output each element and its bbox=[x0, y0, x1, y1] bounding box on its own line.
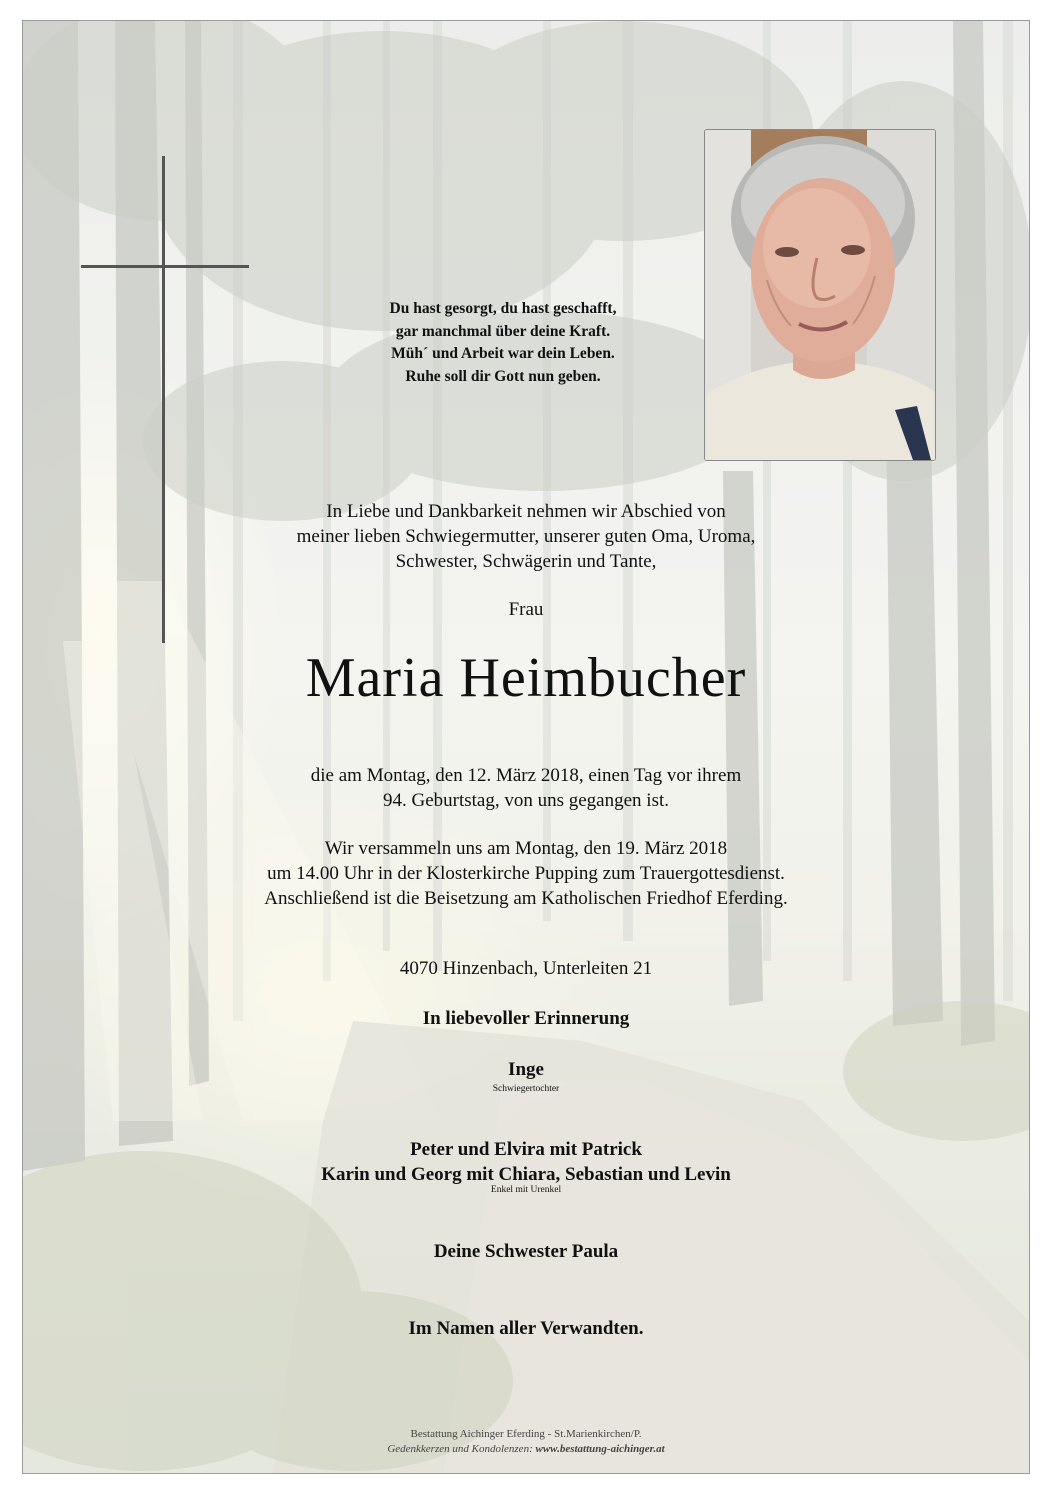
grandchildren-line: Karin und Georg mit Chiara, Sebastian und Levin bbox=[321, 1164, 731, 1185]
grandchildren bbox=[23, 1137, 1029, 1187]
salutation: Frau bbox=[508, 599, 544, 620]
footer-website-link[interactable]: www.bestattung-aichinger.at bbox=[535, 1443, 665, 1455]
funeral-notice-line: um 14.00 Uhr in der Klosterkirche Pupping zum Trauergottesdienst. bbox=[267, 863, 785, 884]
portrait-image bbox=[705, 130, 935, 460]
poem-line: Du hast gesorgt, du hast geschafft, bbox=[389, 300, 617, 317]
sister-line: Deine Schwester Paula bbox=[433, 1241, 619, 1262]
mourner-role: Schwiegertochter bbox=[492, 1084, 560, 1094]
grandchildren-line: Peter und Elvira mit Patrick bbox=[410, 1139, 642, 1160]
deceased-name: Maria Heimbucher bbox=[305, 647, 747, 709]
relatives-line: Im Namen aller Verwandten. bbox=[408, 1318, 644, 1339]
death-notice bbox=[23, 763, 1029, 813]
cross-icon-bar bbox=[81, 265, 249, 268]
intro-text bbox=[23, 499, 1029, 574]
poem-line: Ruhe soll dir Gott nun geben. bbox=[405, 367, 601, 385]
footer-company: Bestattung Aichinger Eferding - St.Marienkirchen/P. bbox=[410, 1428, 642, 1440]
intro-line: meiner lieben Schwiegermutter, unserer guten Oma, Uroma, bbox=[296, 526, 756, 547]
portrait-photo bbox=[704, 129, 936, 461]
death-notice-line: 94. Geburtstag, von uns gegangen ist. bbox=[382, 790, 669, 811]
footer-condolences-label: Gedenkkerzen und Kondolenzen: bbox=[387, 1443, 533, 1455]
intro-line: Schwester, Schwägerin und Tante, bbox=[395, 551, 657, 572]
funeral-notice-line: Wir versammeln uns am Montag, den 19. März 2018 bbox=[324, 838, 728, 859]
mourner-name: Inge bbox=[508, 1059, 544, 1080]
memory-line: In liebevoller Erinnerung bbox=[422, 1008, 630, 1029]
poem-line: Müh´ und Arbeit war dein Leben. bbox=[391, 345, 615, 362]
death-notice-line: die am Montag, den 12. März 2018, einen Tag vor ihrem bbox=[310, 765, 742, 786]
footer-condolences bbox=[23, 1443, 1029, 1455]
grandchildren-role: Enkel mit Urenkel bbox=[490, 1185, 562, 1195]
intro-line: In Liebe und Dankbarkeit nehmen wir Abschied von bbox=[326, 501, 726, 522]
address: 4070 Hinzenbach, Unterleiten 21 bbox=[399, 958, 653, 979]
funeral-notice-line: Anschließend ist die Beisetzung am Katholischen Friedhof Eferding. bbox=[264, 888, 788, 909]
obituary-card bbox=[22, 20, 1030, 1474]
poem-line: gar manchmal über deine Kraft. bbox=[395, 322, 611, 340]
funeral-notice bbox=[23, 836, 1029, 911]
poem bbox=[353, 298, 653, 388]
